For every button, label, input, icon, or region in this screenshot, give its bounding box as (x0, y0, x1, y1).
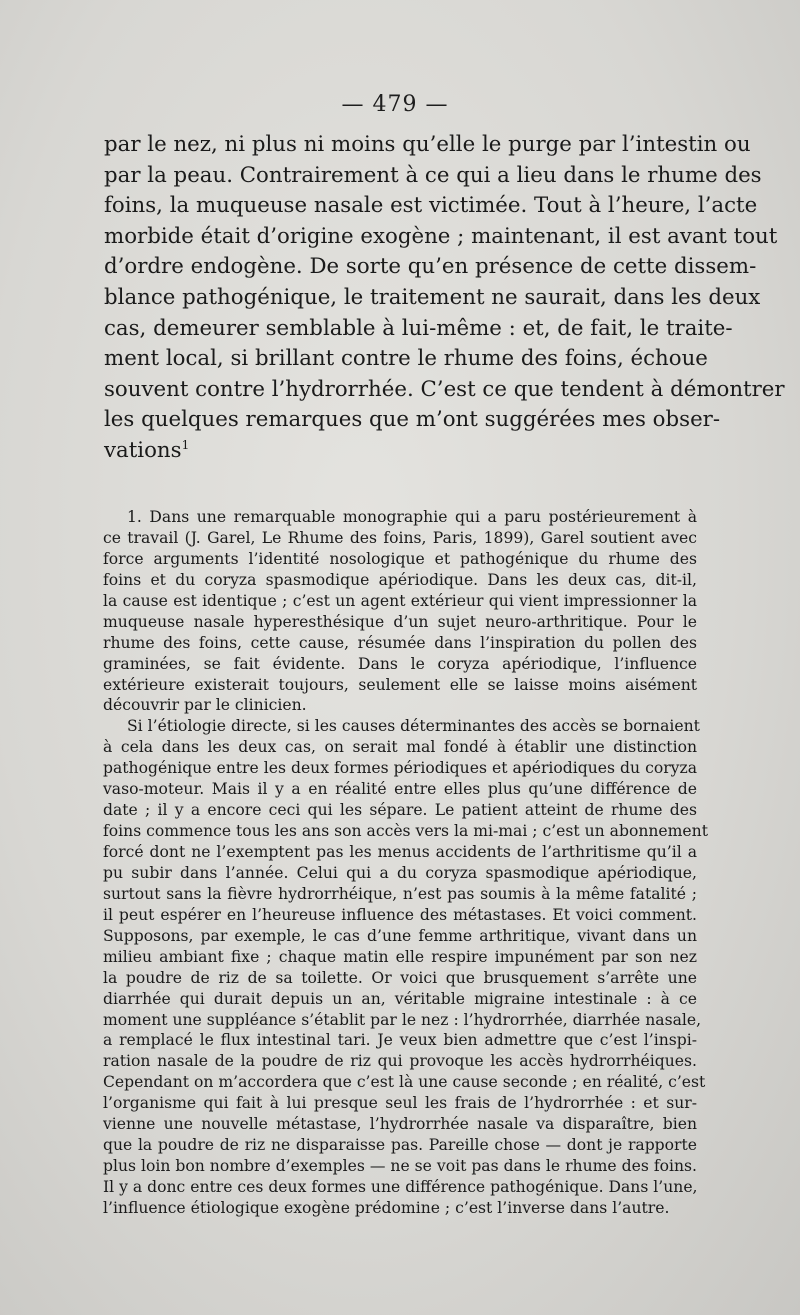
footnote-line: forcé dont ne l’exemptent pas les menus accidents de l’arthritisme qu’il a (103, 843, 697, 861)
footnote-line: force arguments l’identité nosologique et pathogénique du rhume des (103, 549, 697, 568)
footnote-line: pathogénique entre les deux formes périodiques et apériodiques du coryza (103, 759, 697, 778)
footnote-line: il peut espérer en l’heureuse influence des métastases. Et voici comment. (103, 905, 697, 924)
body-line: souvent contre l’hydrorrhée. C’est ce que tendent à démontrer (104, 376, 785, 402)
footnote-line: Si l’étiologie directe, si les causes déterminantes des accès se bornaient (127, 717, 700, 736)
footnote-line: graminées, se fait évidente. Dans le coryza apériodique, l’influence (103, 654, 697, 673)
body-line-last (104, 436, 696, 467)
body-line: par le nez, ni plus ni moins qu’elle le purge par l’intestin ou (104, 132, 751, 157)
footnote-line: vaso-moteur. Mais il y a en réalité entre elles plus qu’une différence de (103, 780, 697, 799)
footnote-line: diarrhée qui durait depuis un an, véritable migraine intestinale : à ce (103, 989, 697, 1008)
footnote-line: milieu ambiant fixe ; chaque matin elle respire impunément par son nez (103, 947, 697, 966)
body-line: cas, demeurer semblable à lui-même : et, de fait, le traite- (104, 315, 733, 341)
footnote-reference[interactable]: 1 (181, 437, 190, 452)
footnote-line: la cause est identique ; c’est un agent extérieur qui vient impressionner la (103, 591, 697, 610)
footnote-line: plus loin bon nombre d’exemples — ne se voit pas dans le rhume des foins. (103, 1157, 697, 1176)
body-line: les quelques remarques que m’ont suggérées mes obser- (104, 407, 721, 433)
footnote-line: moment une suppléance s’établit par le nez : l’hydrorrhée, diarrhée nasale, (103, 1010, 702, 1029)
footnote (103, 507, 708, 1219)
footnote-line: découvrir par le clinicien. (103, 696, 307, 715)
footnote-line: l’organisme qui fait à lui presque seul les frais de l’hydrorrhée : et sur- (103, 1094, 697, 1113)
body-line-text: vations (104, 437, 182, 463)
body-line: foins, la muqueuse nasale est victimée. Tout à l’heure, l’acte (104, 193, 758, 219)
footnote-line: Il y a donc entre ces deux formes une différence pathogénique. Dans l’une, (103, 1178, 698, 1196)
footnote-line: 1. Dans une remarquable monographie qui a paru postérieurement à (127, 508, 697, 526)
main-paragraph (104, 130, 785, 467)
footnote-line: Supposons, par exemple, le cas d’une femme arthritique, vivant dans un (103, 926, 697, 945)
body-line: morbide était d’origine exogène ; maintenant, il est avant tout (104, 223, 778, 249)
body-line: d’ordre endogène. De sorte qu’en présence de cette dissem- (104, 254, 757, 280)
footnote-line: vienne une nouvelle métastase, l’hydrorrhée nasale va disparaître, bien (103, 1115, 697, 1134)
footnote-line: date ; il y a encore ceci qui les sépare. Le patient atteint de rhume des (103, 801, 697, 820)
footnote-line: foins et du coryza spasmodique apériodique. Dans les deux cas, dit-il, (103, 570, 697, 589)
footnote-line: extérieure existerait toujours, seulement elle se laisse moins aisément (103, 675, 697, 694)
footnote-line: ce travail (J. Garel, Le Rhume des foins, Paris, 1899), Garel soutient avec (103, 528, 697, 547)
footnote-line: foins commence tous les ans son accès vers la mi-mai ; c’est un abonnement (103, 822, 708, 841)
body-line: par la peau. Contrairement à ce qui a lieu dans le rhume des (104, 162, 762, 188)
body-line: ment local, si brillant contre le rhume des foins, échoue (104, 346, 708, 372)
footnote-line: rhume des foins, cette cause, résumée dans l’inspiration du pollen des (103, 633, 697, 652)
footnote-line: que la poudre de riz ne disparaisse pas. Pareille chose — dont je rapporte (103, 1136, 697, 1155)
footnote-line: ration nasale de la poudre de riz qui provoque les accès hydrorrhéiques. (103, 1052, 697, 1071)
footnote-line: l’influence étiologique exogène prédomine ; c’est l’inverse dans l’autre. (103, 1198, 670, 1217)
footnote-line: muqueuse nasale hyperesthésique d’un sujet neuro-arthritique. Pour le (103, 612, 697, 631)
footnote-line: surtout sans la fièvre hydrorrhéique, n’est pas soumis à la même fatalité ; (103, 884, 697, 903)
footnote-line: la poudre de riz de sa toilette. Or voici que brusquement s’arrête une (103, 968, 697, 987)
page-number: — 479 — (341, 92, 449, 117)
footnote-line: pu subir dans l’année. Celui qui a du coryza spasmodique apériodique, (103, 863, 697, 882)
body-line: blance pathogénique, le traitement ne saurait, dans les deux (104, 284, 761, 310)
footnote-line: à cela dans les deux cas, on serait mal fondé à établir une distinction (103, 738, 697, 757)
footnote-line: a remplacé le flux intestinal tari. Je veux bien admettre que c’est l’inspi- (103, 1031, 697, 1050)
footnote-line: Cependant on m’accordera que c’est là une cause seconde ; en réalité, c’est (103, 1073, 706, 1092)
